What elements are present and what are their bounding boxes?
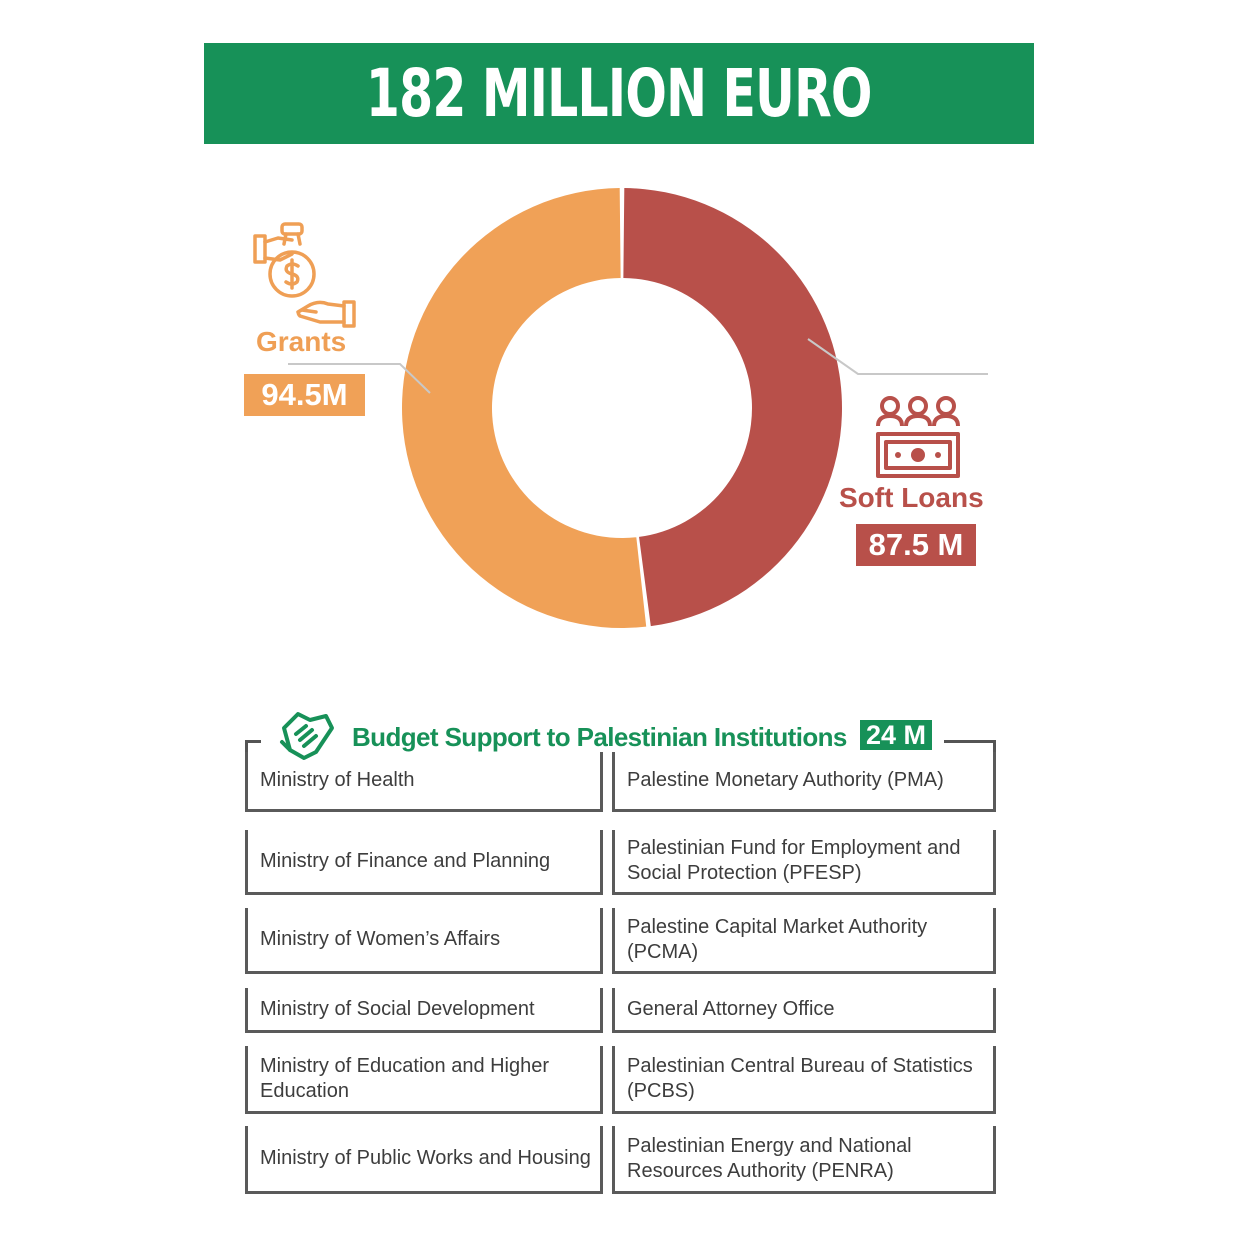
grants-label: Grants [256, 326, 347, 357]
budget-section-title: Budget Support to Palestinian Institutions [352, 722, 847, 752]
soft-loans-label: Soft Loans [839, 482, 984, 513]
table-cell: Ministry of Women’s Affairs [245, 908, 603, 974]
frame-top-right [944, 740, 996, 743]
table-cell: Palestinian Central Bureau of Statistics (PCBS) [612, 1046, 996, 1114]
budget-amount-badge: 24 M [860, 720, 932, 750]
money-bag-hand-icon [250, 220, 360, 328]
table-cell: Palestine Monetary Authority (PMA) [612, 752, 996, 812]
table-cell: Ministry of Education and Higher Education [245, 1046, 603, 1114]
grants-value-badge: 94.5M [244, 374, 365, 416]
donut-slice-soft-loans [623, 188, 842, 626]
table-cell: Palestine Capital Market Authority (PCMA) [612, 908, 996, 974]
soft-loans-value-badge: 87.5 M [856, 524, 976, 566]
table-cell: Ministry of Public Works and Housing [245, 1126, 603, 1194]
table-cell: Palestinian Energy and National Resources Authority (PENRA) [612, 1126, 996, 1194]
table-cell: Ministry of Finance and Planning [245, 830, 603, 895]
table-cell: General Attorney Office [612, 988, 996, 1033]
donut-slice-grants [402, 188, 646, 628]
page-title: 182 MILLION EURO [366, 55, 872, 132]
table-cell: Palestinian Fund for Employment and Social Protection (PFESP) [612, 830, 996, 895]
people-money-icon [874, 392, 962, 480]
table-cell: Ministry of Social Development [245, 988, 603, 1033]
donut-slices [402, 188, 842, 628]
table-cell: Ministry of Health [245, 752, 603, 812]
